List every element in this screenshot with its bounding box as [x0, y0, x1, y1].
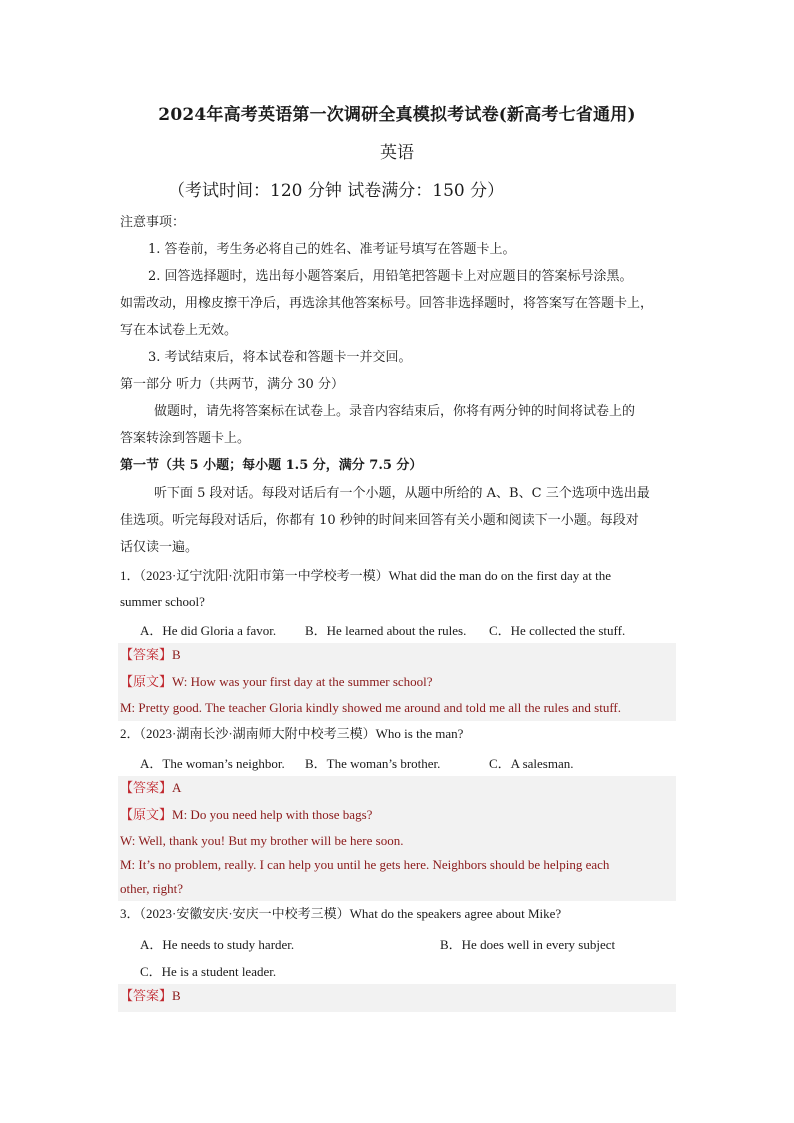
transcript-label: 【原文】	[120, 674, 173, 689]
q2-transcript-line-2: W: Well, thank you! But my brother will be here soon.	[120, 833, 404, 848]
q3-option-a: A．He needs to study harder.	[140, 937, 295, 952]
part1-heading: 第一部分 听力（共两节，满分 30 分）	[120, 377, 344, 392]
transcript-text: M: Do you need help with those bags?	[172, 807, 373, 822]
q3-option-b: B．He does well in every subject	[440, 937, 616, 952]
q1-transcript-line-2: M: Pretty good. The teacher Gloria kindly showed me around and told me all the rules and stuff.	[120, 700, 621, 715]
answer-value: B	[172, 988, 181, 1003]
q2-transcript-line-1	[120, 807, 676, 823]
q2-stem: 2．（2023·湖南长沙·湖南师大附中校考三模）Who is the man?	[120, 726, 464, 741]
note-2-line-1: 2. 回答选择题时，选出每小题答案后，用铅笔把答题卡上对应题目的答案标号涂黑。	[148, 269, 633, 284]
answer-label: 【答案】	[120, 780, 173, 795]
answer-label: 【答案】	[120, 988, 173, 1003]
q3-answer	[120, 988, 676, 1004]
section1-intro-line-1: 听下面 5 段对话。每段对话后有一个小题，从题中所给的 A、B、C 三个选项中选出最	[154, 486, 650, 501]
transcript-text: W: How was your first day at the summer school?	[172, 674, 433, 689]
q1-option-a: A．He did Gloria a favor.	[140, 623, 277, 638]
q2-transcript-line-3: M: It’s no problem, really. I can help you until he gets here. Neighbors should be helping each	[120, 857, 610, 872]
q1-stem-line-1: 1．（2023·辽宁沈阳·沈阳市第一中学校考一模）What did the man do on the first day at the	[120, 568, 612, 583]
q2-option-c: C．A salesman.	[489, 756, 574, 771]
q1-transcript-line-1	[120, 674, 676, 690]
q1-answer	[120, 647, 676, 663]
q2-answer	[120, 780, 676, 796]
q2-option-b: B．The woman’s brother.	[305, 756, 441, 771]
q1-option-b: B．He learned about the rules.	[305, 623, 467, 638]
section1-intro-line-3: 话仅读一遍。	[120, 540, 199, 555]
section1-heading: 第一节（共 5 小题；每小题 1.5 分，满分 7.5 分）	[120, 458, 423, 473]
q1-option-c: C．He collected the stuff.	[489, 623, 626, 638]
answer-value: B	[172, 647, 181, 662]
note-1: 1. 答卷前，考生务必将自己的姓名、准考证号填写在答题卡上。	[148, 242, 516, 257]
subject-title: 英语	[380, 143, 414, 163]
note-2-line-2: 如需改动，用橡皮擦干净后，再选涂其他答案标号。回答非选择题时，将答案写在答题卡上，	[120, 296, 654, 311]
q3-option-c: C．He is a student leader.	[140, 964, 277, 979]
exam-info: （考试时间：120 分钟 试卷满分：150 分）	[168, 181, 505, 201]
q2-option-a: A．The woman’s neighbor.	[140, 756, 285, 771]
answer-value: A	[172, 780, 182, 795]
q1-stem-line-2: summer school?	[120, 594, 205, 609]
note-3: 3. 考试结束后，将本试卷和答题卡一并交回。	[148, 350, 412, 365]
part1-intro-line-2: 答案转涂到答题卡上。	[120, 431, 251, 446]
transcript-label: 【原文】	[120, 807, 173, 822]
q3-stem: 3．（2023·安徽安庆·安庆一中校考三模）What do the speakers agree about Mike?	[120, 906, 562, 921]
note-2-line-3: 写在本试卷上无效。	[120, 323, 238, 338]
answer-label: 【答案】	[120, 647, 173, 662]
q2-transcript-line-4: other, right?	[120, 881, 184, 896]
section1-intro-line-2: 佳选项。听完每段对话后，你都有 10 秒钟的时间来回答有关小题和阅读下一小题。每段对	[120, 513, 639, 528]
page-title: 2024年高考英语第一次调研全真模拟考试卷(新高考七省通用)	[158, 105, 636, 125]
part1-intro-line-1: 做题时，请先将答案标在试卷上。录音内容结束后，你将有两分钟的时间将试卷上的	[154, 404, 636, 419]
notes-heading: 注意事项：	[120, 215, 186, 230]
